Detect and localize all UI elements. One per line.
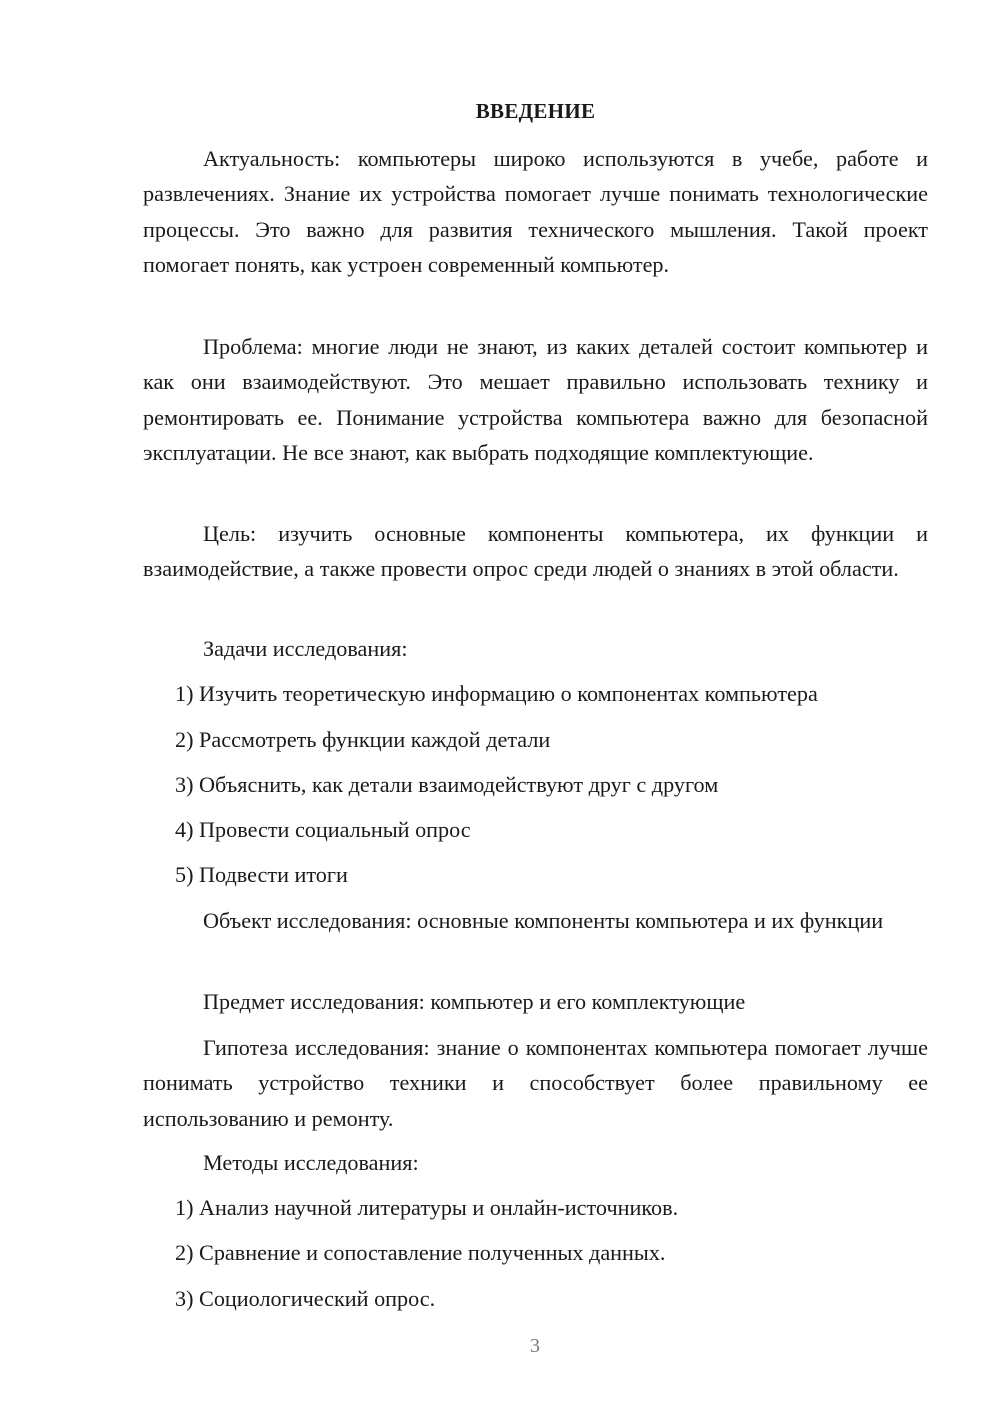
tasks-title: Задачи исследования: xyxy=(203,636,408,661)
subject-paragraph: Предмет исследования: компьютер и его комплектующие xyxy=(203,989,746,1014)
page-number: 3 xyxy=(530,1335,540,1357)
method-item-2: 2) Сравнение и сопоставление полученных данных. xyxy=(175,1240,666,1265)
task-item-4: 4) Провести социальный опрос xyxy=(175,817,471,842)
task-item-1: 1) Изучить теоретическую информацию о компонентах компьютера xyxy=(175,681,818,706)
section-heading: ВВЕДЕНИЕ xyxy=(475,99,596,123)
task-item-5: 5) Подвести итоги xyxy=(175,862,348,887)
problem-paragraph: Проблема: многие люди не знают, из каких деталей состоит компьютер и как они взаимодействуют. Это мешает правильно использовать технику и ремонтировать ее. Понимание устройства компьютера важно для безопасной эксплуатации. Не все знают, как выбрать подходящие комплектующие. xyxy=(143,334,928,465)
object-paragraph: Объект исследования: основные компоненты компьютера и их функции xyxy=(203,908,884,933)
method-item-3: 3) Социологический опрос. xyxy=(175,1286,436,1311)
relevance-paragraph: Актуальность: компьютеры широко используются в учебе, работе и развлечениях. Знание их устройства помогает лучше понимать технологические процессы. Это важно для развития технического мышления. Такой проект помогает понять, как устроен современный компьютер. xyxy=(143,146,928,277)
hypothesis-paragraph: Гипотеза исследования: знание о компонентах компьютера помогает лучше понимать устройство техники и способствует более правильному ее использованию и ремонту. xyxy=(143,1035,928,1131)
task-item-3: 3) Объяснить, как детали взаимодействуют друг с другом xyxy=(175,772,719,797)
task-item-2: 2) Рассмотреть функции каждой детали xyxy=(175,727,551,752)
method-item-1: 1) Анализ научной литературы и онлайн-источников. xyxy=(175,1195,679,1220)
goal-paragraph: Цель: изучить основные компоненты компьютера, их функции и взаимодействие, а также провести опрос среди людей о знаниях в этой области. xyxy=(143,521,928,582)
methods-title: Методы исследования: xyxy=(203,1150,419,1175)
